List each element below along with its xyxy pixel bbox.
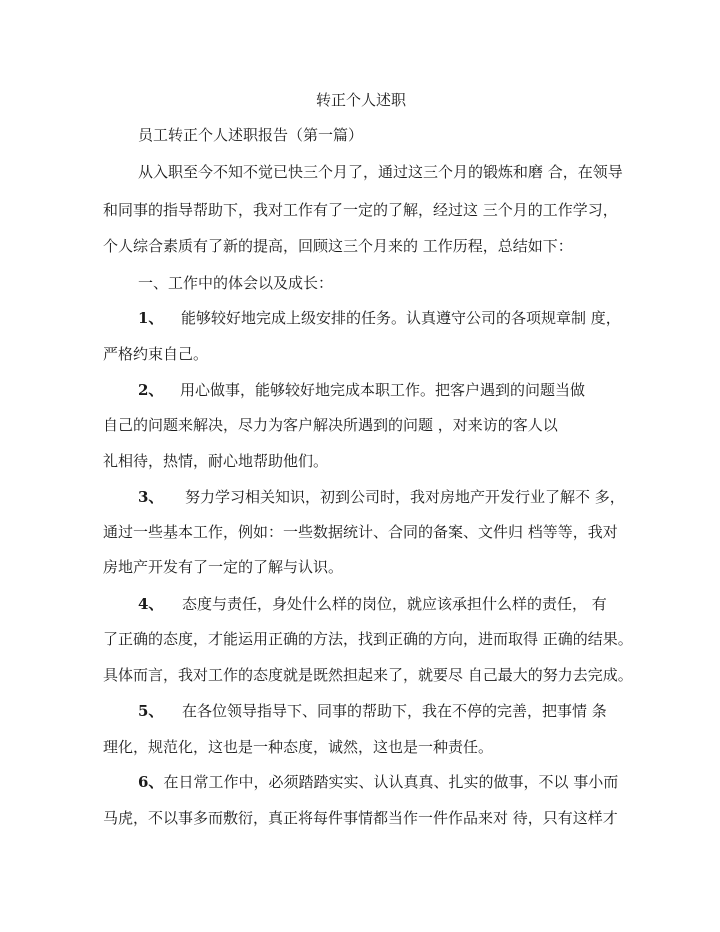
item-number: 3、 [138, 488, 164, 506]
item-number: 6、 [138, 773, 164, 791]
item-text: 通过一些基本工作，例如：一些数据统计、合同的备案、文件归 档等等，我对 [103, 523, 618, 541]
item-text: 了正确的态度，才能运用正确的方法，找到正确的方向，进而取得 正确的结果。 [103, 630, 633, 648]
list-item [138, 487, 625, 507]
item-text: 礼相待，热情，耐心地帮助他们。 [103, 452, 329, 470]
list-item [138, 594, 607, 614]
list-item [138, 380, 585, 400]
list-item [138, 308, 621, 328]
list-item [138, 701, 607, 721]
intro-line: 从入职至今不知不觉已快三个月了，通过这三个月的锻炼和磨 合，在领导 [138, 163, 623, 181]
list-item [138, 772, 618, 792]
report-subtitle: 员工转正个人述职报告（第一篇） [138, 126, 364, 144]
item-text: 用心做事，能够较好地完成本职工作。把客户遇到的问题当做 [180, 381, 586, 399]
item-text: 自己的问题来解决，尽力为客户解决所遇到的问题 ，对来访的客人以 [103, 416, 558, 434]
section-heading: 一、工作中的体会以及成长： [138, 274, 334, 292]
item-number: 4、 [138, 595, 164, 613]
item-text: 严格约束自己。 [103, 345, 209, 363]
intro-line: 个人综合素质有了新的提高，回顾这三个月来的 工作历程，总结如下： [103, 237, 573, 255]
item-text: 理化，规范化，这也是一种态度，诚然，这也是一种责任。 [103, 738, 494, 756]
item-text: 房地产开发有了一定的了解与认识。 [103, 558, 344, 576]
item-text: 能够较好地完成上级安排的任务。认真遵守公司的各项规章制 度， [181, 309, 621, 327]
item-text: 马虎，不以事多而敷衍，真正将每件事情都当作一件作品来对 待，只有这样才 [103, 809, 618, 827]
item-number: 5、 [138, 702, 164, 720]
item-number: 1、 [138, 309, 164, 327]
intro-line: 和同事的指导帮助下，我对工作有了一定的了解，经过这 三个月的工作学习， [103, 201, 618, 219]
item-text: 具体而言，我对工作的态度就是既然担起来了，就要尽 自己最大的努力去完成。 [103, 666, 633, 684]
item-text: 努力学习相关知识，初到公司时，我对房地产开发行业了解不 多， [185, 488, 625, 506]
item-text: 在日常工作中，必须踏踏实实、认认真真、扎实的做事，不以 事小而 [163, 773, 619, 791]
item-text: 态度与责任，身处什么样的岗位，就应该承担什么样的责任， 有 [182, 595, 607, 613]
page-title: 转正个人述职 [316, 91, 407, 109]
item-text: 在各位领导指导下、同事的帮助下，我在不停的完善，把事情 条 [182, 702, 607, 720]
item-number: 2、 [138, 381, 164, 399]
